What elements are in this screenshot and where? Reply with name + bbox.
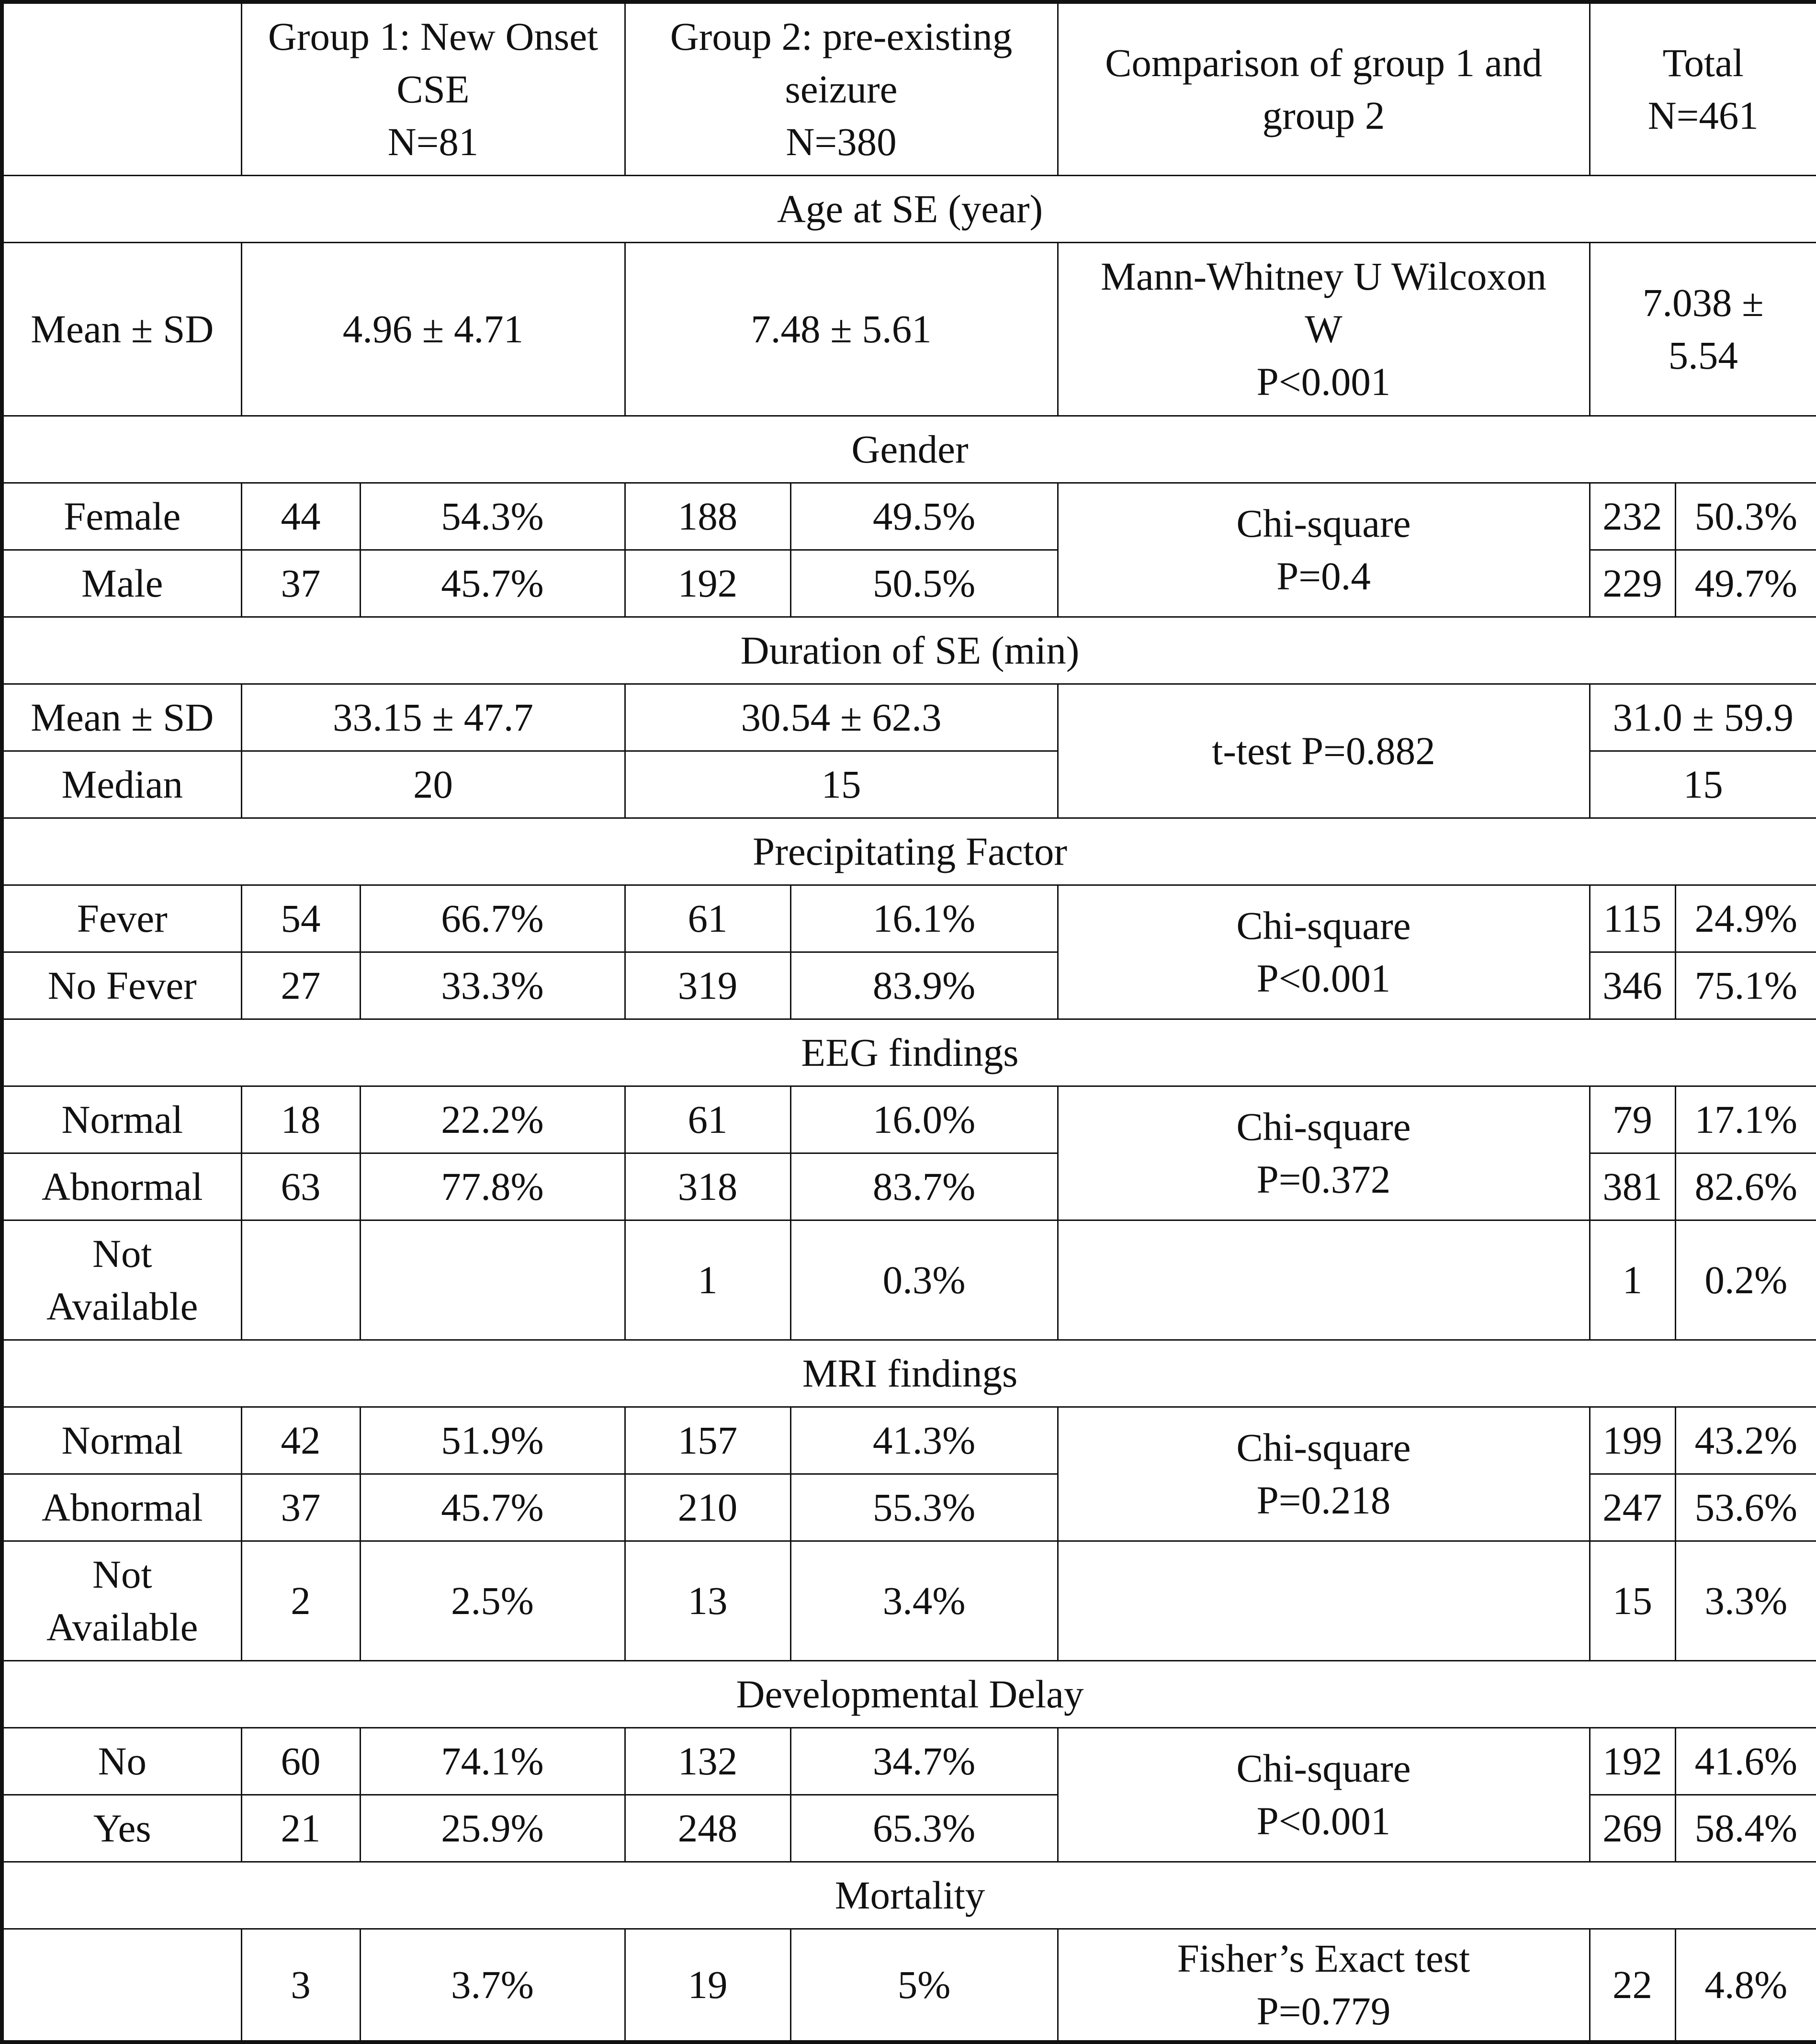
g1-count: 37: [241, 1474, 360, 1541]
table-row: [2, 885, 1816, 952]
g1-percent: 66.7%: [360, 885, 625, 952]
row-label: Fever: [2, 885, 241, 952]
section-age: Age at SE (year): [2, 175, 1816, 242]
g2-count: 1: [625, 1220, 790, 1340]
total-percent: 24.9%: [1675, 885, 1816, 952]
table-row: [2, 1541, 1816, 1660]
g2-count: 248: [625, 1795, 790, 1862]
total-count: 232: [1590, 483, 1675, 550]
g2-count: 157: [625, 1407, 790, 1474]
section-row: [2, 1019, 1816, 1086]
header-group1: Group 1: New Onset CSE N=81: [241, 2, 625, 175]
g2-count: 61: [625, 1086, 790, 1153]
g2-percent: 0.3%: [790, 1220, 1058, 1340]
g1-count: [241, 1220, 360, 1340]
section-developmental: Developmental Delay: [2, 1660, 1816, 1728]
g2-percent: 83.7%: [790, 1153, 1058, 1220]
empty-test-cell: [1058, 1541, 1590, 1660]
g2-percent: 5%: [790, 1929, 1058, 2042]
g1-percent: 51.9%: [360, 1407, 625, 1474]
g1-percent: 45.7%: [360, 1474, 625, 1541]
g1-percent: 3.7%: [360, 1929, 625, 2042]
header-row: [2, 2, 1816, 175]
g1-percent: 74.1%: [360, 1728, 625, 1795]
test-result: Mann-Whitney U Wilcoxon W P<0.001: [1058, 242, 1590, 416]
test-result: Chi-square P<0.001: [1058, 1728, 1590, 1862]
table-row: [2, 1086, 1816, 1153]
g1-count: 37: [241, 550, 360, 617]
g1-value: 33.15 ± 47.7: [241, 684, 625, 751]
g2-count: 132: [625, 1728, 790, 1795]
g1-count: 44: [241, 483, 360, 550]
g1-count: 60: [241, 1728, 360, 1795]
total-count: 22: [1590, 1929, 1675, 2042]
g2-percent: 16.1%: [790, 885, 1058, 952]
g2-count: 19: [625, 1929, 790, 2042]
g1-percent: 77.8%: [360, 1153, 625, 1220]
section-row: [2, 1862, 1816, 1929]
total-value: 15: [1590, 751, 1816, 818]
total-count: 192: [1590, 1728, 1675, 1795]
g2-percent: 3.4%: [790, 1541, 1058, 1660]
row-label: Normal: [2, 1086, 241, 1153]
section-row: [2, 1340, 1816, 1407]
total-percent: 41.6%: [1675, 1728, 1816, 1795]
total-count: 346: [1590, 952, 1675, 1019]
g1-count: 18: [241, 1086, 360, 1153]
row-label: No: [2, 1728, 241, 1795]
row-label: [2, 1929, 241, 2042]
g2-count: 192: [625, 550, 790, 617]
row-label: No Fever: [2, 952, 241, 1019]
g2-count: 210: [625, 1474, 790, 1541]
g1-value: 20: [241, 751, 625, 818]
g1-count: 42: [241, 1407, 360, 1474]
g1-count: 21: [241, 1795, 360, 1862]
g1-count: 2: [241, 1541, 360, 1660]
total-percent: 58.4%: [1675, 1795, 1816, 1862]
g1-value: 4.96 ± 4.71: [241, 242, 625, 416]
row-label: Normal: [2, 1407, 241, 1474]
header-empty-cell: [2, 2, 241, 175]
g1-count: 54: [241, 885, 360, 952]
g1-count: 63: [241, 1153, 360, 1220]
test-result: Chi-square P<0.001: [1058, 885, 1590, 1019]
total-count: 269: [1590, 1795, 1675, 1862]
g2-percent: 16.0%: [790, 1086, 1058, 1153]
g1-percent: [360, 1220, 625, 1340]
g2-count: 319: [625, 952, 790, 1019]
section-precipitating: Precipitating Factor: [2, 818, 1816, 885]
table-row: [2, 1407, 1816, 1474]
section-mortality: Mortality: [2, 1862, 1816, 1929]
row-label: Median: [2, 751, 241, 818]
g1-percent: 2.5%: [360, 1541, 625, 1660]
g1-percent: 33.3%: [360, 952, 625, 1019]
g1-percent: 54.3%: [360, 483, 625, 550]
g2-percent: 49.5%: [790, 483, 1058, 550]
row-label: Female: [2, 483, 241, 550]
section-row: [2, 416, 1816, 483]
g2-count: 318: [625, 1153, 790, 1220]
g2-percent: 65.3%: [790, 1795, 1058, 1862]
total-count: 15: [1590, 1541, 1675, 1660]
row-label: Abnormal: [2, 1153, 241, 1220]
g2-value: 7.48 ± 5.61: [625, 242, 1058, 416]
section-gender: Gender: [2, 416, 1816, 483]
section-row: [2, 1660, 1816, 1728]
test-result: Chi-square P=0.218: [1058, 1407, 1590, 1541]
total-count: 79: [1590, 1086, 1675, 1153]
total-value: 7.038 ± 5.54: [1590, 242, 1816, 416]
g1-count: 3: [241, 1929, 360, 2042]
total-count: 229: [1590, 550, 1675, 617]
total-count: 115: [1590, 885, 1675, 952]
test-result: Fisher’s Exact test P=0.779: [1058, 1929, 1590, 2042]
header-group2: Group 2: pre-existing seizure N=380: [625, 2, 1058, 175]
total-value: 31.0 ± 59.9: [1590, 684, 1816, 751]
g1-percent: 22.2%: [360, 1086, 625, 1153]
table-row: [2, 1929, 1816, 2042]
section-row: [2, 617, 1816, 684]
total-count: 1: [1590, 1220, 1675, 1340]
g2-value: 15: [625, 751, 1058, 818]
total-count: 381: [1590, 1153, 1675, 1220]
section-row: [2, 175, 1816, 242]
row-label: Mean ± SD: [2, 684, 241, 751]
table-row: [2, 242, 1816, 416]
row-label: Mean ± SD: [2, 242, 241, 416]
table-row: [2, 1728, 1816, 1795]
total-count: 199: [1590, 1407, 1675, 1474]
g1-percent: 25.9%: [360, 1795, 625, 1862]
total-percent: 50.3%: [1675, 483, 1816, 550]
total-percent: 17.1%: [1675, 1086, 1816, 1153]
section-duration: Duration of SE (min): [2, 617, 1816, 684]
g2-percent: 55.3%: [790, 1474, 1058, 1541]
total-percent: 49.7%: [1675, 550, 1816, 617]
test-result: Chi-square P=0.372: [1058, 1086, 1590, 1220]
total-percent: 75.1%: [1675, 952, 1816, 1019]
total-count: 247: [1590, 1474, 1675, 1541]
total-percent: 43.2%: [1675, 1407, 1816, 1474]
g1-percent: 45.7%: [360, 550, 625, 617]
g2-percent: 83.9%: [790, 952, 1058, 1019]
g2-value: 30.54 ± 62.3: [625, 684, 1058, 751]
empty-test-cell: [1058, 1220, 1590, 1340]
section-eeg: EEG findings: [2, 1019, 1816, 1086]
table-row: [2, 684, 1816, 751]
row-label: Abnormal: [2, 1474, 241, 1541]
total-percent: 0.2%: [1675, 1220, 1816, 1340]
g2-percent: 50.5%: [790, 550, 1058, 617]
section-mri: MRI findings: [2, 1340, 1816, 1407]
g2-percent: 41.3%: [790, 1407, 1058, 1474]
header-total: Total N=461: [1590, 2, 1816, 175]
row-label: Not Available: [2, 1541, 241, 1660]
test-result: t-test P=0.882: [1058, 684, 1590, 818]
row-label: Not Available: [2, 1220, 241, 1340]
table-row: [2, 483, 1816, 550]
row-label: Yes: [2, 1795, 241, 1862]
table-row: [2, 1220, 1816, 1340]
g2-count: 188: [625, 483, 790, 550]
row-label: Male: [2, 550, 241, 617]
total-percent: 4.8%: [1675, 1929, 1816, 2042]
g2-percent: 34.7%: [790, 1728, 1058, 1795]
header-comparison: Comparison of group 1 and group 2: [1058, 2, 1590, 175]
total-percent: 3.3%: [1675, 1541, 1816, 1660]
g2-count: 61: [625, 885, 790, 952]
total-percent: 53.6%: [1675, 1474, 1816, 1541]
total-percent: 82.6%: [1675, 1153, 1816, 1220]
section-row: [2, 818, 1816, 885]
test-result: Chi-square P=0.4: [1058, 483, 1590, 617]
g2-count: 13: [625, 1541, 790, 1660]
g1-count: 27: [241, 952, 360, 1019]
